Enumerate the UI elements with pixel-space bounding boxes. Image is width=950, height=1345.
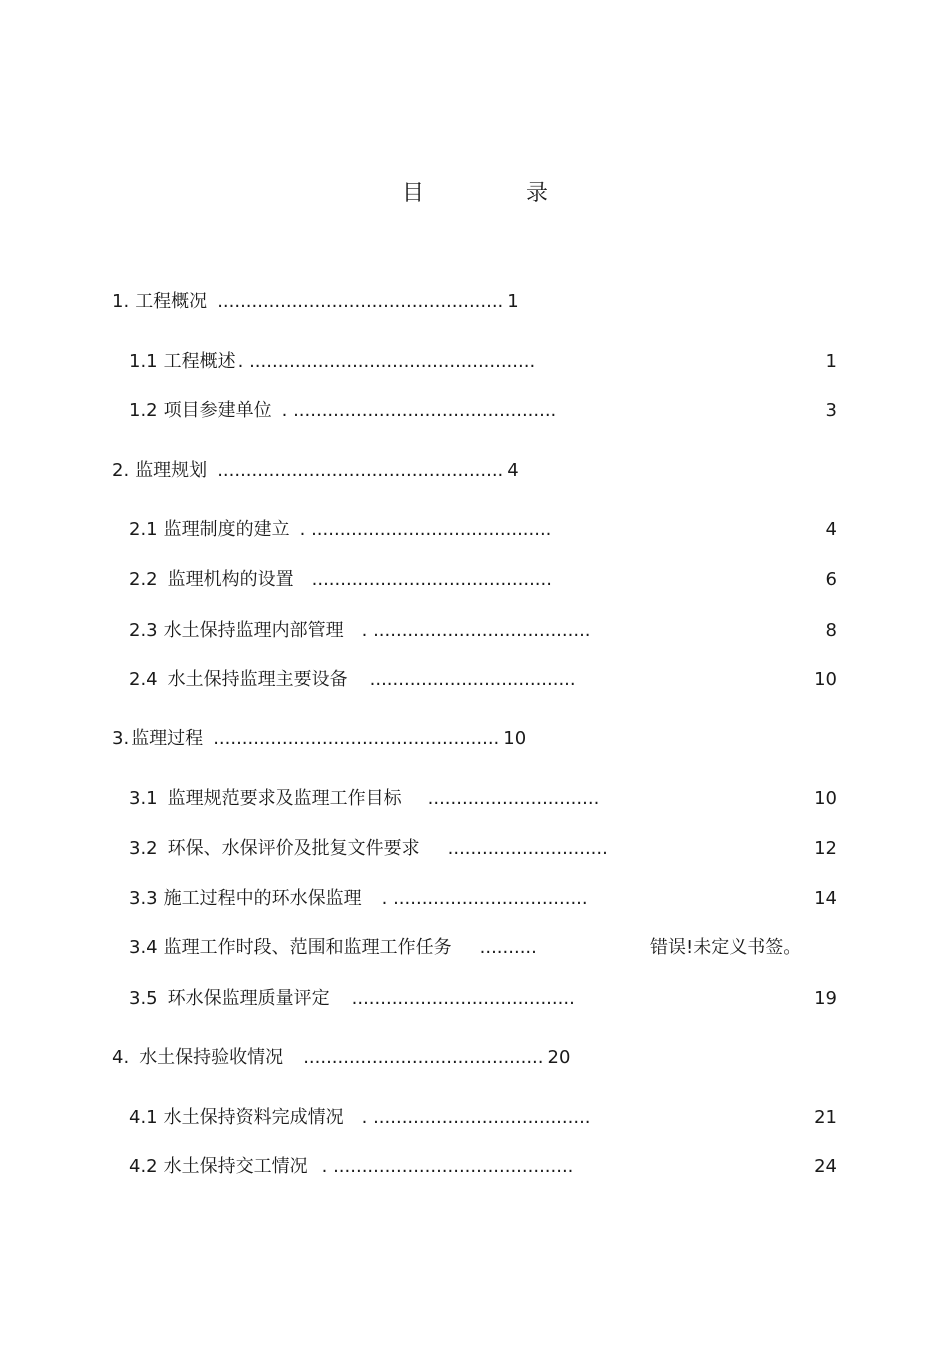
toc-entry-l2[interactable] [129, 786, 599, 812]
toc-entry-page: 21 [814, 1107, 837, 1128]
toc-entry-text: 工程概况 [135, 291, 208, 312]
toc-leader-dots: . .................................................. [237, 351, 536, 372]
toc-entry-page: 14 [814, 888, 837, 909]
toc-entry-number: 2.2 [129, 569, 158, 590]
toc-entry-page: 19 [814, 988, 837, 1009]
toc-entry-page: 3 [825, 400, 837, 421]
toc-entry-l1[interactable] [112, 726, 526, 752]
toc-entry-page: 4 [825, 519, 837, 540]
toc-entry-page: 12 [814, 838, 837, 859]
toc-entry-number: 3.3 [129, 888, 158, 909]
toc-entry-text: 水土保持资料完成情况 [163, 1107, 344, 1128]
toc-entry-page: 10 [814, 669, 837, 690]
toc-entry-l1[interactable] [112, 458, 519, 484]
toc-leader-dots: . ...................................... [361, 1107, 591, 1128]
toc-leader-dots: .......................................... [311, 569, 552, 590]
toc-entry-l2[interactable] [129, 567, 552, 593]
toc-leader-dots: . .......................................... [299, 519, 552, 540]
toc-entry-text: 环水保监理质量评定 [167, 988, 330, 1009]
toc-entry-page: 1 [825, 351, 837, 372]
toc-entry-text: 监理工作时段、范围和监理工作任务 [163, 937, 452, 958]
toc-entry-l2[interactable] [129, 618, 591, 644]
toc-entry-text: 环保、水保评价及批复文件要求 [167, 838, 420, 859]
toc-entry-page: 20 [547, 1047, 571, 1068]
toc-entry-l2[interactable] [129, 349, 535, 375]
toc-leader-dots: ....................................... [351, 988, 575, 1009]
toc-leader-dots: ............................ [447, 838, 608, 859]
toc-leader-dots: .................................... [369, 669, 576, 690]
toc-entry-page: 8 [825, 620, 837, 641]
toc-entry-number: 3.2 [129, 838, 158, 859]
toc-leader-dots: . .................................. [381, 888, 588, 909]
toc-leader-dots: . .............................................. [281, 400, 557, 421]
toc-entry-l1[interactable] [112, 289, 519, 315]
toc-leader-dots: . .......................................... [321, 1156, 574, 1177]
toc-entry-l2[interactable] [129, 1105, 591, 1131]
toc-entry-text: 水土保持验收情况 [139, 1047, 284, 1068]
toc-leader-dots: .................................................. [213, 728, 500, 749]
toc-entry-l2[interactable] [129, 667, 576, 693]
toc-leader-dots: .......................................... [303, 1047, 544, 1068]
toc-entry-l2[interactable] [129, 986, 575, 1012]
toc-entry-text: 监理过程 [131, 728, 204, 749]
toc-entry-l2[interactable] [129, 517, 551, 543]
toc-entry-page: 4 [507, 460, 519, 481]
toc-entry-number: 4. [112, 1047, 130, 1068]
toc-entry-number: 2.3 [129, 620, 158, 641]
toc-entry-number: 3. [112, 728, 130, 749]
toc-entry-text: 监理机构的设置 [167, 569, 294, 590]
toc-entry-l2[interactable] [129, 935, 537, 961]
toc-leader-dots: .......... [479, 937, 537, 958]
toc-entry-page: 10 [503, 728, 527, 749]
toc-title: 目 录 [401, 181, 588, 206]
toc-entry-text: 施工过程中的环水保监理 [163, 888, 362, 909]
toc-leader-dots: .................................................. [217, 460, 504, 481]
toc-entry-page: 24 [814, 1156, 837, 1177]
toc-entry-text: 项目参建单位 [163, 400, 272, 421]
toc-entry-number: 4.2 [129, 1156, 158, 1177]
toc-entry-l1[interactable] [112, 1045, 570, 1071]
toc-leader-dots: .............................. [427, 788, 600, 809]
toc-entry-l2[interactable] [129, 886, 588, 912]
toc-entry-page: 6 [825, 569, 837, 590]
toc-entry-l2[interactable] [129, 398, 556, 424]
toc-entry-page-error: 错误!未定义书签。 [650, 937, 802, 958]
toc-entry-text: 水土保持交工情况 [163, 1156, 308, 1177]
toc-entry-number: 2.1 [129, 519, 158, 540]
toc-entry-text: 水土保持监理主要设备 [167, 669, 348, 690]
toc-entry-page: 1 [507, 291, 519, 312]
toc-entry-text: 监理制度的建立 [163, 519, 290, 540]
toc-entry-text: 监理规划 [135, 460, 208, 481]
toc-entry-l2[interactable] [129, 1154, 573, 1180]
toc-leader-dots: . ...................................... [361, 620, 591, 641]
toc-entry-text: 监理规范要求及监理工作目标 [167, 788, 402, 809]
toc-entry-l2[interactable] [129, 836, 608, 862]
toc-entry-number: 3.1 [129, 788, 158, 809]
toc-entry-number: 1.1 [129, 351, 158, 372]
toc-entry-number: 3.5 [129, 988, 158, 1009]
toc-entry-number: 3.4 [129, 937, 158, 958]
toc-entry-number: 1. [112, 291, 130, 312]
toc-entry-number: 4.1 [129, 1107, 158, 1128]
toc-entry-number: 1.2 [129, 400, 158, 421]
toc-entry-text: 工程概述 [163, 351, 236, 372]
toc-leader-dots: .................................................. [217, 291, 504, 312]
toc-entry-page: 10 [814, 788, 837, 809]
toc-entry-number: 2.4 [129, 669, 158, 690]
toc-entry-text: 水土保持监理内部管理 [163, 620, 344, 641]
toc-entry-number: 2. [112, 460, 130, 481]
